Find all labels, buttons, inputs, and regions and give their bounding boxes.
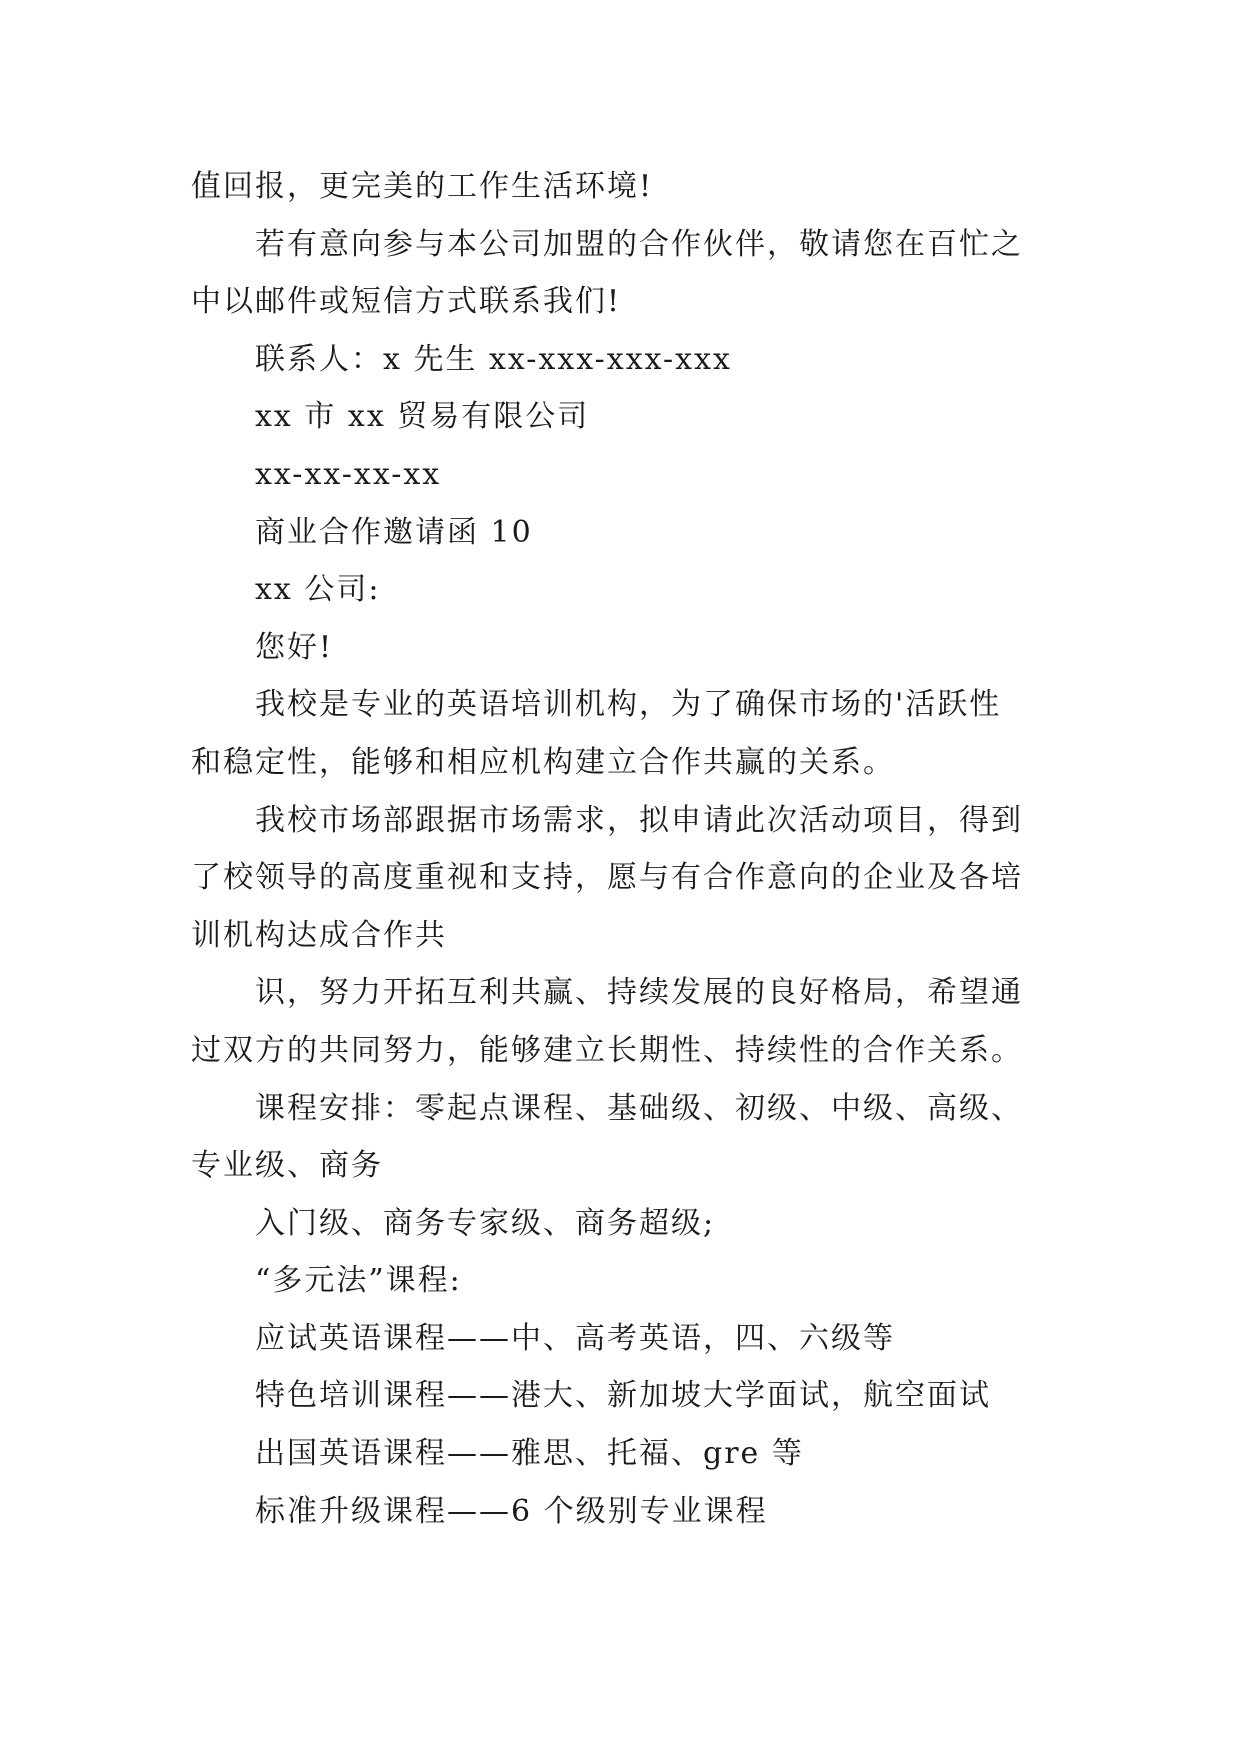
text-line: 应试英语课程——中、高考英语，四、六级等 bbox=[255, 1320, 895, 1356]
text-line: 了校领导的高度重视和支持，愿与有合作意向的企业及各培 bbox=[191, 860, 1023, 896]
text-line: 识，努力开拓互利共赢、持续发展的良好格局，希望通 bbox=[255, 975, 1023, 1011]
text-line: 您好! bbox=[255, 629, 334, 665]
text-line: 课程安排：零起点课程、基础级、初级、中级、高级、 bbox=[255, 1090, 1023, 1126]
text-line: 和稳定性，能够和相应机构建立合作共赢的关系。 bbox=[191, 744, 895, 780]
text-line: 值回报，更完美的工作生活环境! bbox=[191, 169, 654, 204]
text-line: 中以邮件或短信方式联系我们! bbox=[191, 284, 622, 320]
text-line: 出国英语课程——雅思、托福、gre 等 bbox=[255, 1436, 804, 1472]
text-line: 过双方的共同努力，能够建立长期性、持续性的合作关系。 bbox=[191, 1032, 1023, 1068]
text-line: 训机构达成合作共 bbox=[191, 917, 447, 953]
text-line: 若有意向参与本公司加盟的合作伙伴，敬请您在百忙之 bbox=[255, 226, 1023, 262]
text-line: 入门级、商务专家级、商务超级; bbox=[255, 1205, 716, 1241]
text-line: xx 公司: bbox=[255, 572, 381, 608]
text-line: xx 市 xx 贸易有限公司 bbox=[255, 399, 590, 435]
text-line: 标准升级课程——6 个级别专业课程 bbox=[255, 1493, 768, 1529]
text-line: 特色培训课程——港大、新加坡大学面试，航空面试 bbox=[255, 1378, 991, 1414]
text-line: 商业合作邀请函 10 bbox=[255, 514, 533, 550]
text-line: “多元法”课程: bbox=[255, 1263, 462, 1299]
text-line: 联系人：x 先生 xx-xxx-xxx-xxx bbox=[255, 341, 732, 377]
text-line: 我校是专业的英语培训机构，为了确保市场的'活跃性 bbox=[255, 687, 1002, 723]
text-line: 我校市场部跟据市场需求，拟申请此次活动项目，得到 bbox=[255, 802, 1023, 838]
text-line: xx-xx-xx-xx bbox=[255, 456, 442, 492]
text-line: 专业级、商务 bbox=[191, 1148, 383, 1184]
document-body bbox=[191, 158, 1071, 1540]
